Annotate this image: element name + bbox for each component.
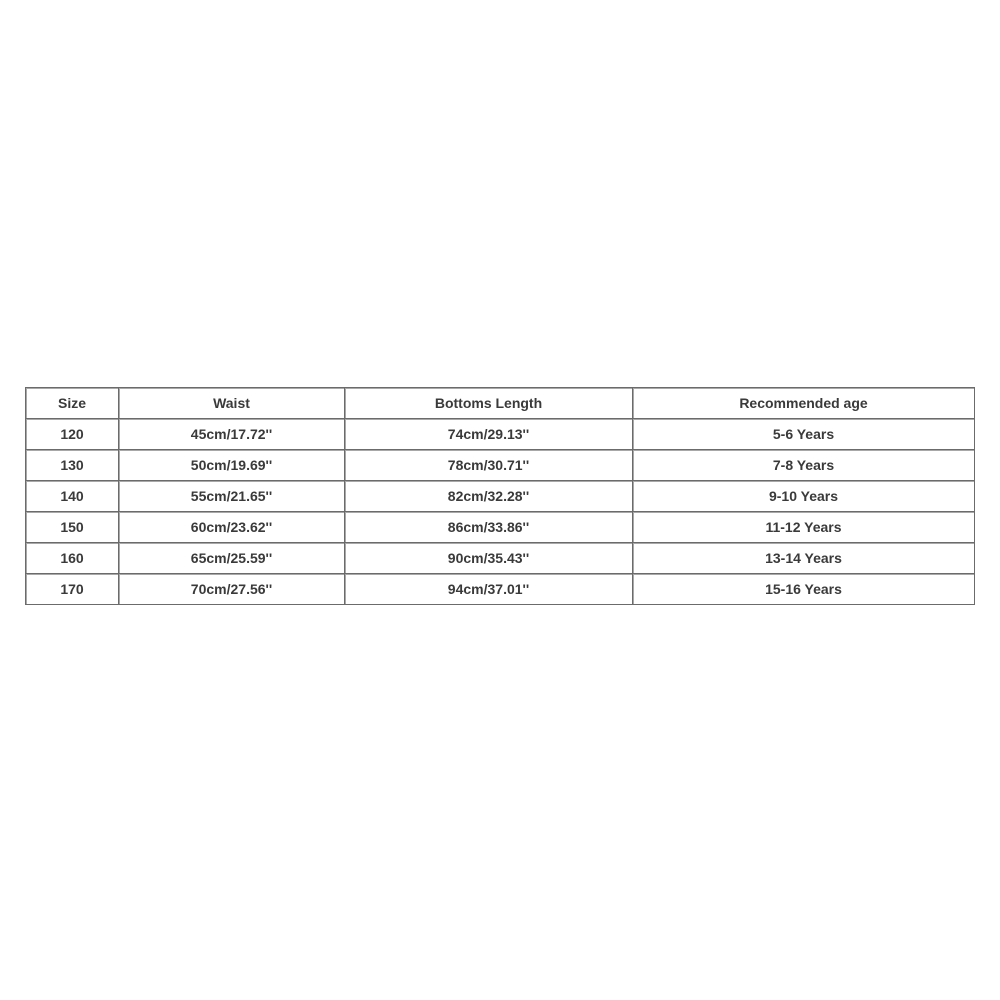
size-chart bbox=[25, 387, 975, 605]
header-bottoms-length: Bottoms Length bbox=[345, 388, 633, 419]
cell-waist: 70cm/27.56'' bbox=[119, 574, 345, 604]
cell-bottoms-length: 86cm/33.86'' bbox=[345, 512, 633, 543]
cell-bottoms-length: 90cm/35.43'' bbox=[345, 543, 633, 574]
cell-recommended-age: 13-14 Years bbox=[633, 543, 974, 574]
cell-bottoms-length: 94cm/37.01'' bbox=[345, 574, 633, 604]
table-row bbox=[26, 543, 974, 574]
cell-waist: 60cm/23.62'' bbox=[119, 512, 345, 543]
cell-recommended-age: 5-6 Years bbox=[633, 419, 974, 450]
cell-size: 170 bbox=[26, 574, 119, 604]
cell-recommended-age: 7-8 Years bbox=[633, 450, 974, 481]
table-row bbox=[26, 419, 974, 450]
cell-recommended-age: 9-10 Years bbox=[633, 481, 974, 512]
cell-recommended-age: 11-12 Years bbox=[633, 512, 974, 543]
cell-waist: 45cm/17.72'' bbox=[119, 419, 345, 450]
header-waist: Waist bbox=[119, 388, 345, 419]
cell-size: 140 bbox=[26, 481, 119, 512]
cell-bottoms-length: 78cm/30.71'' bbox=[345, 450, 633, 481]
table-header-row bbox=[26, 388, 974, 419]
header-size: Size bbox=[26, 388, 119, 419]
size-chart-table bbox=[25, 387, 975, 605]
cell-recommended-age: 15-16 Years bbox=[633, 574, 974, 604]
table-row bbox=[26, 481, 974, 512]
table-row bbox=[26, 512, 974, 543]
cell-waist: 65cm/25.59'' bbox=[119, 543, 345, 574]
cell-bottoms-length: 82cm/32.28'' bbox=[345, 481, 633, 512]
cell-bottoms-length: 74cm/29.13'' bbox=[345, 419, 633, 450]
cell-size: 160 bbox=[26, 543, 119, 574]
table-row bbox=[26, 450, 974, 481]
cell-size: 130 bbox=[26, 450, 119, 481]
cell-waist: 55cm/21.65'' bbox=[119, 481, 345, 512]
table-row bbox=[26, 574, 974, 604]
cell-size: 120 bbox=[26, 419, 119, 450]
cell-size: 150 bbox=[26, 512, 119, 543]
cell-waist: 50cm/19.69'' bbox=[119, 450, 345, 481]
header-recommended-age: Recommended age bbox=[633, 388, 974, 419]
